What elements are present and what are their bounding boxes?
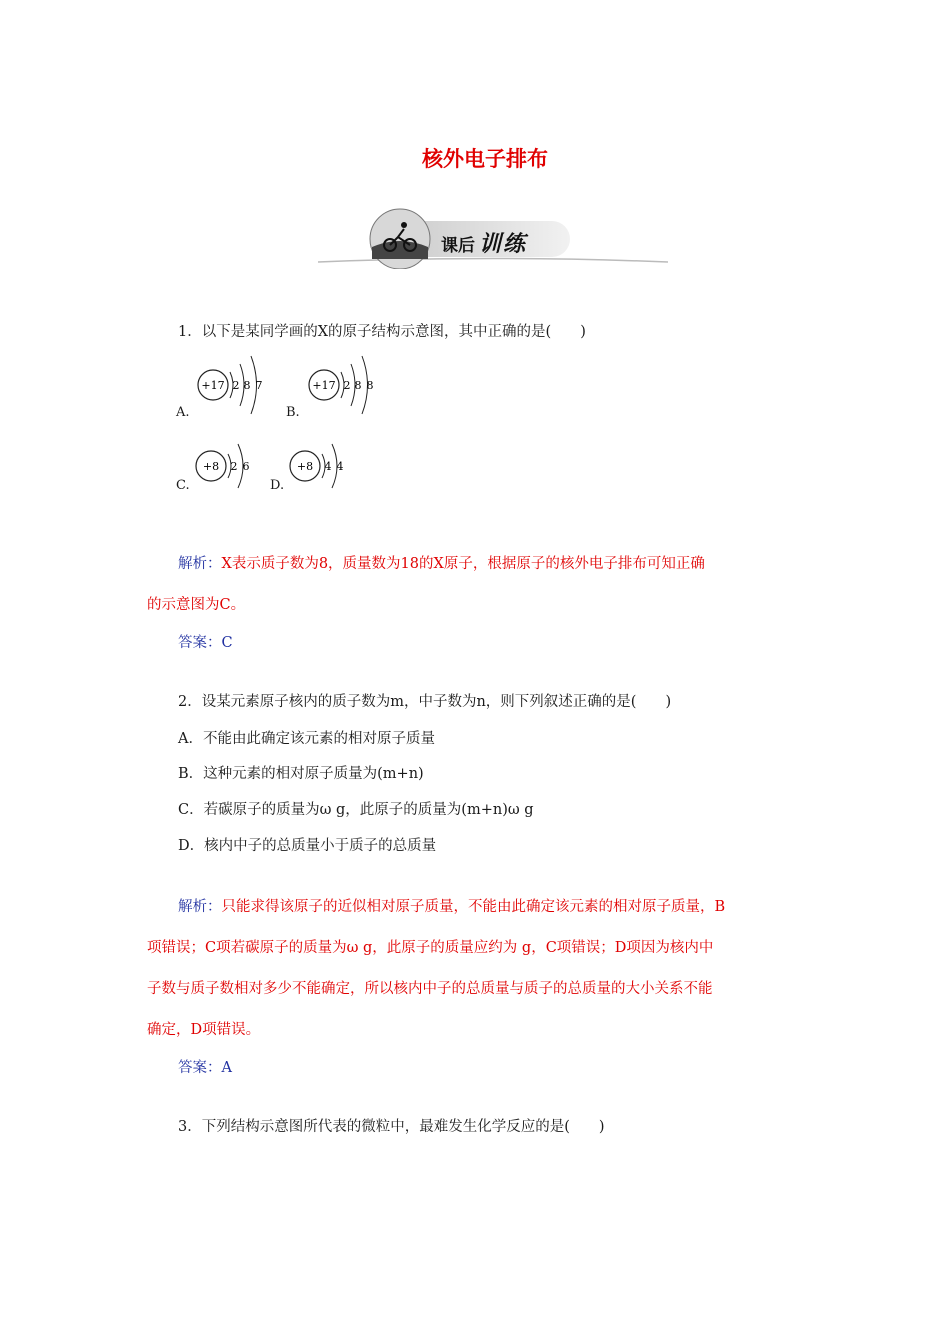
- q1-a-shell-2: 8: [243, 379, 251, 392]
- q1-c-shell-1: 2: [230, 460, 238, 473]
- q1-option-c-label: C.: [176, 478, 190, 493]
- q1-option-a-label: A.: [176, 405, 190, 420]
- q2-analysis-line-1: [178, 895, 725, 916]
- q1-option-b-diagram: [307, 352, 387, 418]
- q2-option-c: C．若碳原子的质量为ω g，此原子的质量为(m+n)ω g: [178, 802, 534, 818]
- banner-label: [441, 227, 527, 258]
- banner-big-text: 训练: [479, 232, 528, 257]
- q1-option-d-diagram: [288, 436, 352, 496]
- q1-a-shell-1: 2: [232, 379, 240, 392]
- q1-b-shell-2: 8: [354, 379, 362, 392]
- q2-analysis-line-2: 项错误；C项若碳原子的质量为ω g，此原子的质量应约为 g，C项错误；D项因为核内中: [147, 940, 714, 956]
- q1-d-shell-1: 4: [324, 460, 332, 473]
- q1-option-c-diagram: [194, 436, 258, 496]
- q2-option-a: A．不能由此确定该元素的相对原子质量: [178, 731, 435, 747]
- q2-analysis-text-1: 只能求得该原子的近似相对原子质量，不能由此确定该元素的相对原子质量，B: [221, 899, 726, 915]
- q1-b-nucleus: +17: [312, 379, 336, 392]
- q2-option-b: B．这种元素的相对原子质量为(m+n): [178, 766, 424, 782]
- q2-analysis-label: 解析：: [178, 899, 222, 915]
- q2-answer: 答案：A: [178, 1060, 232, 1076]
- q1-c-nucleus: +8: [202, 460, 220, 473]
- banner-small-text: 课后: [441, 236, 475, 256]
- q2-stem: 2．设某元素原子核内的质子数为m，中子数为n，则下列叙述正确的是( ): [178, 694, 672, 710]
- q2-option-d: D．核内中子的总质量小于质子的总质量: [178, 838, 437, 854]
- q1-d-nucleus: +8: [296, 460, 314, 473]
- q1-analysis-label: 解析：: [178, 556, 222, 572]
- q1-a-nucleus: +17: [201, 379, 225, 392]
- q1-b-shell-1: 2: [343, 379, 351, 392]
- q1-a-shell-3: 7: [255, 379, 263, 392]
- q1-c-shell-2: 6: [242, 460, 250, 473]
- q1-option-a-diagram: [196, 352, 276, 418]
- q2-analysis-line-3: 子数与质子数相对多少不能确定，所以核内中子的总质量与质子的总质量的大小关系不能: [147, 981, 713, 997]
- q1-analysis-line-2: 的示意图为C。: [147, 597, 246, 613]
- q1-analysis-text-1: X表示质子数为8，质量数为18的X原子，根据原子的核外电子排布可知正确: [221, 556, 705, 572]
- q1-b-shell-3: 8: [366, 379, 374, 392]
- q1-d-shell-2: 4: [336, 460, 344, 473]
- q1-option-b-label: B.: [286, 405, 300, 420]
- q1-stem: 1．以下是某同学画的X的原子结构示意图，其中正确的是( ): [178, 324, 586, 340]
- q1-answer: 答案：C: [178, 635, 233, 651]
- q3-stem: 3．下列结构示意图所代表的微粒中，最难发生化学反应的是( ): [178, 1119, 605, 1135]
- q1-option-d-label: D.: [270, 478, 285, 493]
- page-title: 核外电子排布: [422, 147, 548, 171]
- q1-analysis-line-1: [178, 552, 705, 573]
- q2-analysis-line-4: 确定，D项错误。: [147, 1022, 261, 1038]
